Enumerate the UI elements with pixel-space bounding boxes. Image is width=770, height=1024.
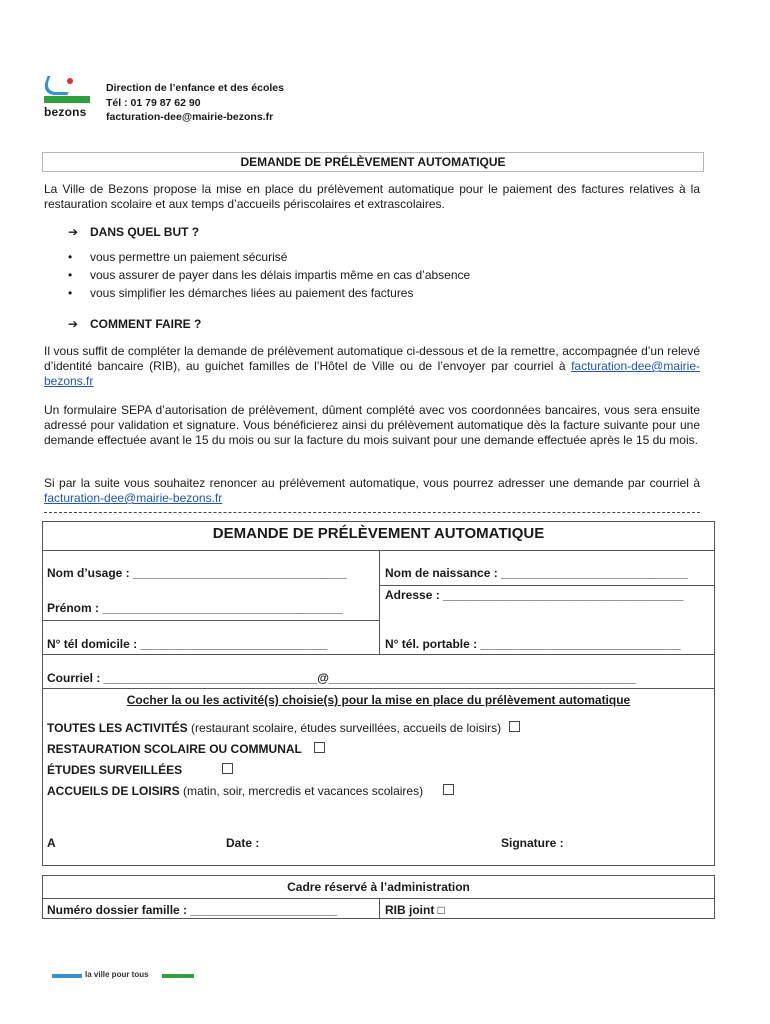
footer-blue-bar xyxy=(52,974,82,978)
cut-line xyxy=(44,512,700,513)
bullet-icon: • xyxy=(68,286,73,300)
rib-checkbox[interactable]: RIB joint □ xyxy=(385,903,445,917)
email-link[interactable]: facturation-dee@mairie-bezons.fr xyxy=(44,491,223,505)
signature-field[interactable]: Signature : xyxy=(501,836,564,850)
admin-title: Cadre réservé à l’administration xyxy=(287,880,470,894)
form-title: DEMANDE DE PRÉLÈVEMENT AUTOMATIQUE xyxy=(212,525,545,542)
list-item: • vous permettre un paiement sécurisé xyxy=(68,250,288,264)
bullet-icon: • xyxy=(68,268,73,282)
footer-green-bar xyxy=(162,974,194,978)
prenom-field[interactable]: Prénom : ____________________________________ xyxy=(47,601,343,615)
sepa-paragraph: Un formulaire SEPA d’autorisation de prélèvement, dûment complété avec vos coordonnées bancaires, vous sera ensuite adressé pour validation et signature. Vous bénéficierez ainsi du prélèvement automatique dès la facture suivante pour une demande effectuée avant le 15 du mois ou sur la facture du mois suivant pour une demande effectuée après le 15 du mois. xyxy=(44,403,700,447)
arrow-right-icon: ➔ xyxy=(68,225,79,239)
section-purpose xyxy=(68,225,199,239)
tel-portable-field[interactable]: N° tél. portable : ______________________________ xyxy=(385,637,681,651)
divider xyxy=(379,585,715,586)
divider xyxy=(42,688,715,689)
list-item: • vous assurer de payer dans les délais impartis même en cas d’absence xyxy=(68,268,471,282)
howto-paragraph: Il vous suffit de compléter la demande de prélèvement automatique ci-dessous et de la remettre, accompagnée d’un relevé d’identité bancaire (RIB), au guichet familles de l’Hôtel de Ville ou de l’envoyer par courriel à facturation-dee@mairie-bezons.fr xyxy=(44,344,700,388)
divider xyxy=(42,620,379,621)
logo-green-bar xyxy=(44,96,90,103)
section-howto-title: COMMENT FAIRE ? xyxy=(90,317,202,331)
section-purpose-title: DANS QUEL BUT ? xyxy=(90,225,200,239)
courriel-field[interactable]: Courriel : ________________________________@______________________________________________ xyxy=(47,671,636,685)
activity-row: RESTAURATION SCOLAIRE OU COMMUNAL xyxy=(47,742,325,756)
intro-paragraph: La Ville de Bezons propose la mise en place du prélèvement automatique pour le paiement des factures relatives à la restauration scolaire et aux temps d’accueils périscolaires et extrascolaires. xyxy=(44,182,700,211)
arrow-right-icon: ➔ xyxy=(68,317,79,331)
place-field[interactable]: A xyxy=(47,836,56,850)
logo-text: bezons xyxy=(44,105,87,119)
divider xyxy=(379,550,380,654)
dossier-field[interactable]: Numéro dossier famille : ______________________ xyxy=(47,903,338,917)
adresse-field[interactable]: Adresse : ____________________________________ xyxy=(385,588,684,602)
cancel-paragraph: Si par la suite vous souhaitez renoncer au prélèvement automatique, vous pourrez adresser une demande par courriel à facturation-dee@mairie-bezons.fr xyxy=(44,476,700,505)
bullet-icon: • xyxy=(68,250,73,264)
email-link[interactable]: facturation-dee@mairie-bezons.fr xyxy=(44,359,700,388)
divider xyxy=(379,898,380,919)
activities-title: Cocher la ou les activité(s) choisie(s) pour la mise en place du prélèvement automatique xyxy=(126,693,631,707)
activity-row: ACCUEILS DE LOISIRS (matin, soir, mercredis et vacances scolaires) xyxy=(47,784,454,798)
nom-usage-field[interactable]: Nom d’usage : ________________________________ xyxy=(47,566,347,580)
logo-red-dot xyxy=(67,78,73,84)
activity-row: ÉTUDES SURVEILLÉES xyxy=(47,763,233,777)
date-field[interactable]: Date : xyxy=(226,836,260,850)
header-phone: Tél : 01 79 87 62 90 xyxy=(106,97,201,109)
tel-domicile-field[interactable]: N° tél domicile : ____________________________ xyxy=(47,637,328,651)
list-item: • vous simplifier les démarches liées au paiement des factures xyxy=(68,286,414,300)
activity-row: TOUTES LES ACTIVITÉS (restaurant scolaire, études surveillées, accueils de loisirs) xyxy=(47,721,520,735)
header-department: Direction de l’enfance et des écoles xyxy=(106,82,284,94)
checkbox[interactable] xyxy=(222,763,233,774)
checkbox[interactable] xyxy=(443,784,454,795)
section-howto xyxy=(68,317,201,331)
bezons-logo xyxy=(42,74,92,126)
checkbox[interactable] xyxy=(509,721,520,732)
nom-naissance-field[interactable]: Nom de naissance : ____________________________ xyxy=(385,566,688,580)
checkbox[interactable] xyxy=(314,742,325,753)
header-email: facturation-dee@mairie-bezons.fr xyxy=(106,111,274,123)
footer-tagline: la ville pour tous xyxy=(85,970,149,979)
divider xyxy=(42,654,715,655)
intro-title: DEMANDE DE PRÉLÈVEMENT AUTOMATIQUE xyxy=(42,152,704,172)
